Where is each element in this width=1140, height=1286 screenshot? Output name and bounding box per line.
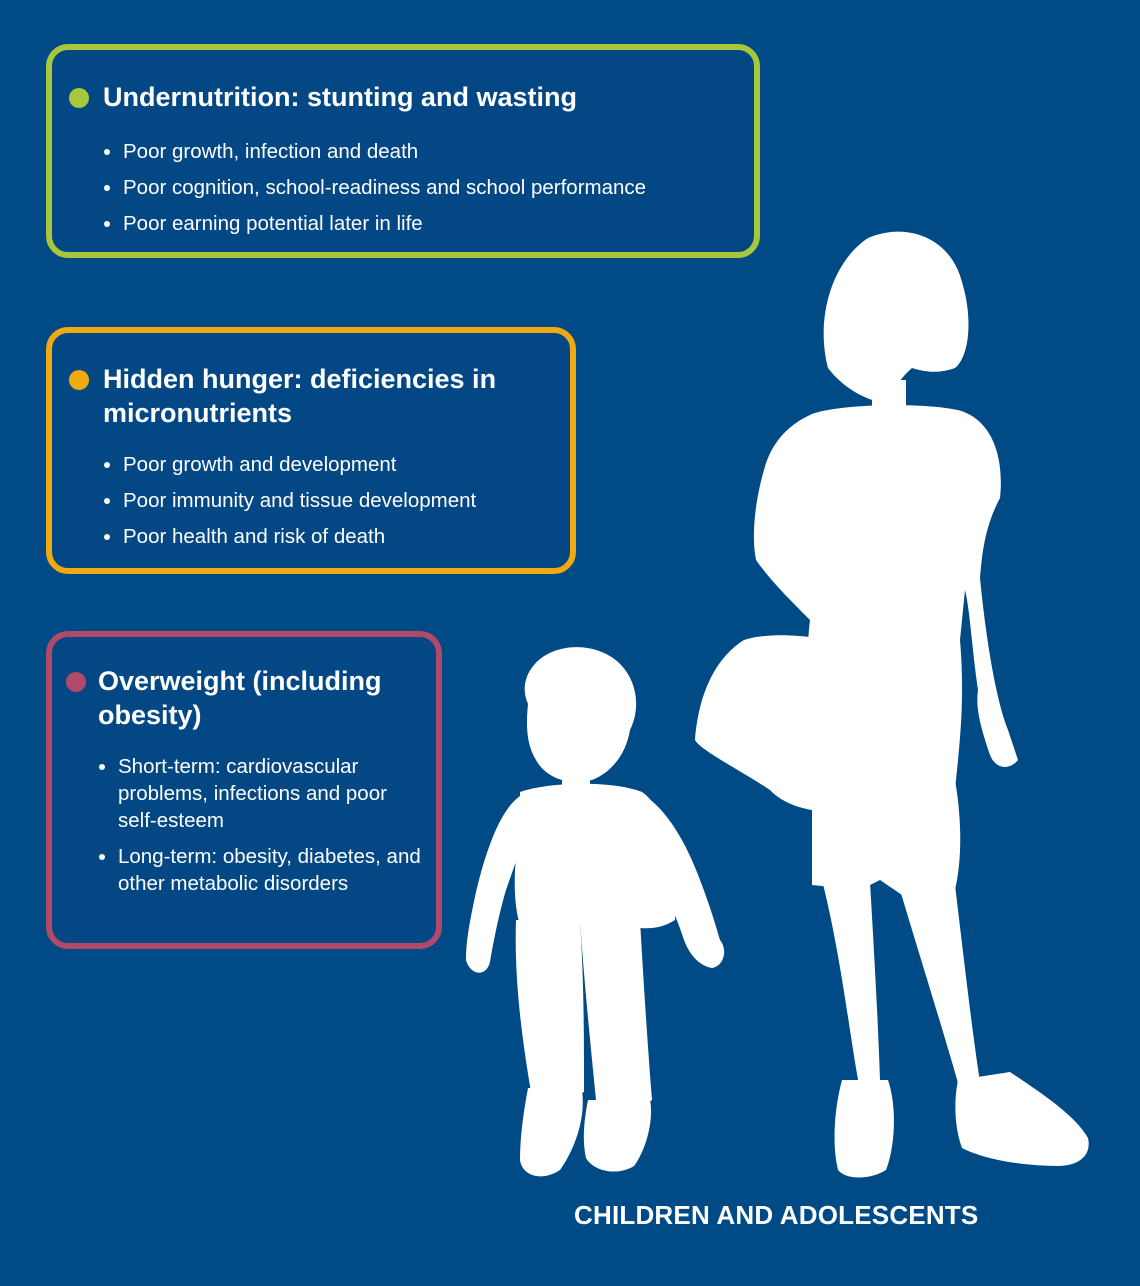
list-item: Poor immunity and tissue development [103, 483, 476, 519]
hidden-hunger-title: Hidden hunger: deficiencies in micronutrients [103, 364, 497, 428]
adolescent-silhouette-icon [695, 232, 1089, 1178]
list-item: Poor cognition, school-readiness and school performance [103, 170, 646, 206]
undernutrition-title: Undernutrition: stunting and wasting [103, 82, 577, 112]
list-item: Poor earning potential later in life [103, 206, 646, 242]
list-item: Poor health and risk of death [103, 519, 476, 555]
figure-label: CHILDREN AND ADOLESCENTS [574, 1200, 979, 1230]
list-item: Long-term: obesity, diabetes, and other metabolic disorders [98, 843, 428, 897]
list-item: Short-term: cardiovascular problems, infections and poor self-esteem [98, 753, 428, 834]
list-item: Poor growth, infection and death [103, 134, 646, 170]
list-item: Poor growth and development [103, 447, 476, 483]
child-silhouette-icon [466, 647, 724, 1176]
overweight-title: Overweight (including obesity) [98, 666, 382, 730]
